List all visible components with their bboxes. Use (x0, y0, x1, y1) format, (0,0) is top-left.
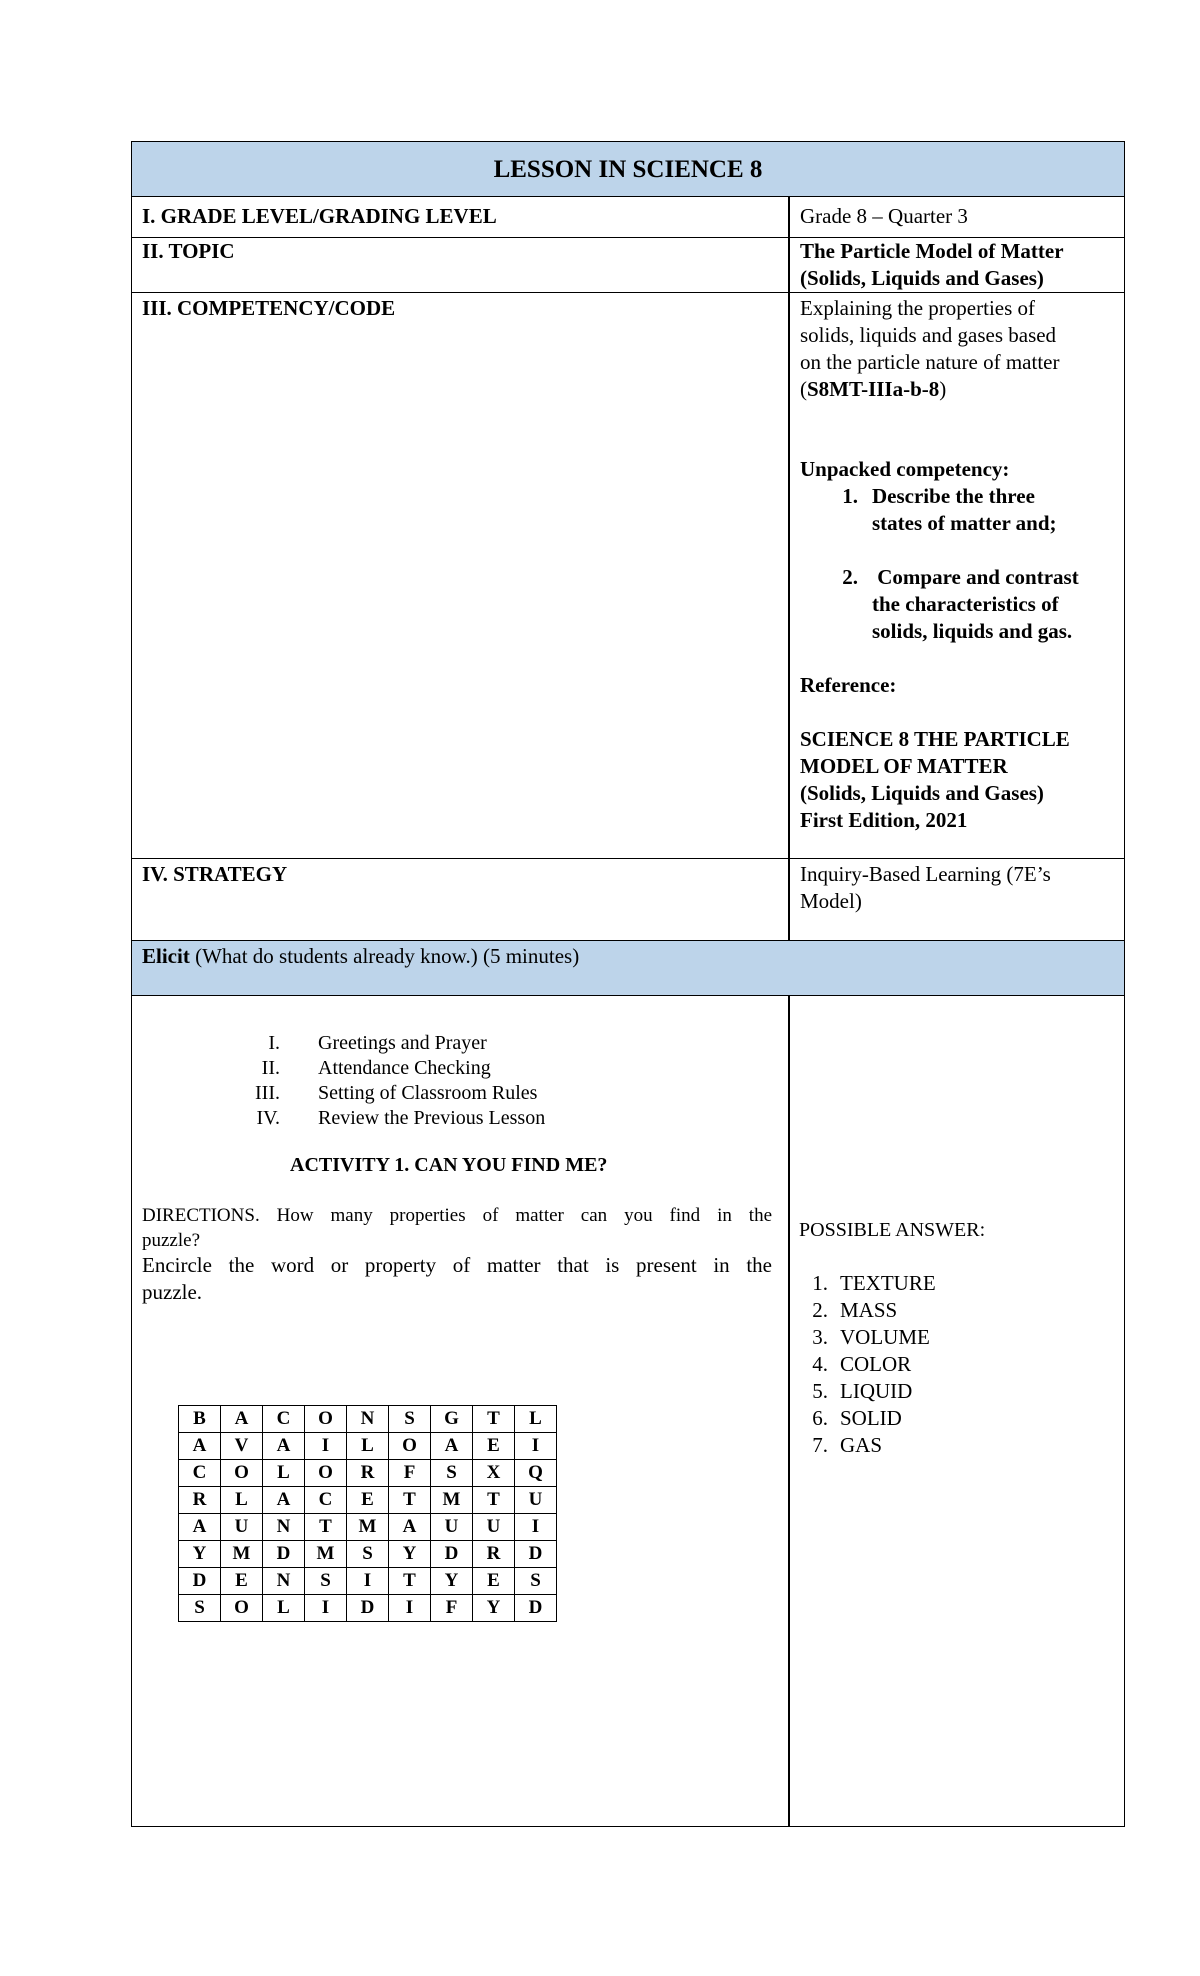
column-divider-bottom (788, 996, 790, 1826)
topic-value-2: (Solids, Liquids and Gases) (800, 266, 1044, 290)
directions-2-line-1: Encircle the word or property of matter that is present in the (142, 1253, 772, 1277)
puzzle-cell: A (431, 1433, 473, 1460)
puzzle-cell: A (389, 1514, 431, 1541)
answer-item (800, 1432, 936, 1459)
lesson-title: LESSON IN SCIENCE 8 (493, 156, 763, 183)
routine-text: Greetings and Prayer (318, 1032, 487, 1054)
strategy-value-2: Model) (800, 889, 862, 913)
unpacked-2-line-2: the characteristics of (872, 592, 1059, 616)
puzzle-cell: A (179, 1514, 221, 1541)
puzzle-cell: A (221, 1406, 263, 1433)
puzzle-cell: R (473, 1541, 515, 1568)
puzzle-cell: E (473, 1433, 515, 1460)
puzzle-cell: C (179, 1460, 221, 1487)
strategy-value-1: Inquiry-Based Learning (7E’s (800, 862, 1051, 886)
puzzle-cell: T (305, 1514, 347, 1541)
puzzle-cell: S (305, 1568, 347, 1595)
puzzle-cell: T (473, 1406, 515, 1433)
answer-num: 6. (812, 1406, 828, 1430)
puzzle-cell: V (221, 1433, 263, 1460)
puzzle-cell: M (431, 1487, 473, 1514)
word-search-puzzle (178, 1405, 557, 1622)
puzzle-row (179, 1460, 557, 1487)
topic-row (132, 238, 1124, 293)
puzzle-cell: R (179, 1487, 221, 1514)
routine-text: Attendance Checking (318, 1057, 491, 1079)
puzzle-cell: I (305, 1433, 347, 1460)
puzzle-cell: L (221, 1487, 263, 1514)
puzzle-cell: B (179, 1406, 221, 1433)
puzzle-row (179, 1514, 557, 1541)
answer-text: LIQUID (840, 1379, 913, 1403)
answer-num: 2. (812, 1298, 828, 1322)
puzzle-cell: F (431, 1595, 473, 1622)
puzzle-cell: N (347, 1406, 389, 1433)
elicit-row (132, 941, 1124, 996)
puzzle-cell: R (347, 1460, 389, 1487)
column-divider-top (788, 197, 790, 941)
puzzle-cell: D (263, 1541, 305, 1568)
puzzle-cell: T (473, 1487, 515, 1514)
puzzle-cell: E (221, 1568, 263, 1595)
puzzle-cell: M (221, 1541, 263, 1568)
puzzle-row (179, 1541, 557, 1568)
puzzle-cell: O (221, 1460, 263, 1487)
grade-row (132, 197, 1124, 238)
reference-line-3: (Solids, Liquids and Gases) (800, 781, 1044, 805)
competency-label: III. COMPETENCY/CODE (142, 296, 396, 320)
competency-line-1: Explaining the properties of (800, 296, 1036, 320)
reference-line-1: SCIENCE 8 THE PARTICLE (800, 727, 1070, 751)
answers-list (800, 1270, 936, 1459)
competency-code: S8MT-IIIa-b-8 (807, 377, 940, 401)
routine-text: Setting of Classroom Rules (318, 1082, 538, 1104)
puzzle-cell: Y (389, 1541, 431, 1568)
answer-num: 3. (812, 1325, 828, 1349)
puzzle-cell: O (389, 1433, 431, 1460)
puzzle-cell: D (515, 1541, 557, 1568)
puzzle-cell: C (305, 1487, 347, 1514)
answer-num: 4. (812, 1352, 828, 1376)
answer-text: VOLUME (840, 1325, 930, 1349)
unpacked-2-line-3: solids, liquids and gas. (872, 619, 1073, 643)
puzzle-cell: A (179, 1433, 221, 1460)
puzzle-cell: U (515, 1487, 557, 1514)
answer-text: COLOR (840, 1352, 912, 1376)
answer-item (800, 1378, 936, 1405)
code-open: ( (800, 377, 807, 401)
puzzle-cell: S (179, 1595, 221, 1622)
unpacked-1-line-2: states of matter and; (872, 511, 1057, 535)
elicit-heading (142, 943, 579, 970)
puzzle-cell: A (263, 1487, 305, 1514)
directions-1-line-1: DIRECTIONS. How many properties of matter can you find in the (142, 1205, 772, 1226)
code-close: ) (939, 377, 947, 401)
puzzle-cell: I (515, 1514, 557, 1541)
activity-title: ACTIVITY 1. CAN YOU FIND ME? (290, 1154, 608, 1176)
puzzle-cell: L (263, 1595, 305, 1622)
answers-title: POSSIBLE ANSWER: (799, 1219, 986, 1241)
answer-text: SOLID (840, 1406, 902, 1430)
puzzle-cell: F (389, 1460, 431, 1487)
answer-item (800, 1324, 936, 1351)
puzzle-cell: I (515, 1433, 557, 1460)
reference-title: Reference: (800, 673, 897, 697)
puzzle-cell: N (263, 1568, 305, 1595)
routine-num: II. (261, 1057, 280, 1079)
puzzle-cell: S (515, 1568, 557, 1595)
competency-line-3: on the particle nature of matter (800, 350, 1060, 374)
puzzle-cell: Q (515, 1460, 557, 1487)
puzzle-cell: Y (431, 1568, 473, 1595)
puzzle-cell: D (515, 1595, 557, 1622)
puzzle-row (179, 1406, 557, 1433)
puzzle-cell: D (431, 1541, 473, 1568)
answer-text: GAS (840, 1433, 883, 1457)
strategy-row (132, 859, 1124, 941)
puzzle-cell: A (263, 1433, 305, 1460)
puzzle-cell: M (305, 1541, 347, 1568)
competency-line-2: solids, liquids and gases based (800, 323, 1057, 347)
unpacked-num-2: 2. (842, 565, 858, 589)
puzzle-cell: L (515, 1406, 557, 1433)
unpacked-2-line-1: Compare and contrast (872, 565, 1079, 589)
puzzle-cell: I (389, 1595, 431, 1622)
puzzle-cell: S (389, 1406, 431, 1433)
puzzle-cell: I (347, 1568, 389, 1595)
routine-num: IV. (256, 1107, 280, 1129)
elicit-bold: Elicit (142, 944, 190, 968)
puzzle-cell: D (179, 1568, 221, 1595)
puzzle-cell: O (221, 1595, 263, 1622)
puzzle-cell: U (431, 1514, 473, 1541)
puzzle-cell: Y (179, 1541, 221, 1568)
directions-1-line-2: puzzle? (142, 1230, 201, 1251)
routine-num: I. (268, 1032, 280, 1054)
answer-num: 1. (812, 1271, 828, 1295)
puzzle-cell: E (473, 1568, 515, 1595)
answer-item (800, 1270, 936, 1297)
answer-item (800, 1351, 936, 1378)
puzzle-cell: G (431, 1406, 473, 1433)
puzzle-cell: E (347, 1487, 389, 1514)
puzzle-cell: U (473, 1514, 515, 1541)
strategy-label: IV. STRATEGY (142, 862, 288, 886)
reference-line-2: MODEL OF MATTER (800, 754, 1008, 778)
elicit-text: (What do students already know.) (5 minutes) (189, 944, 580, 968)
puzzle-cell: U (221, 1514, 263, 1541)
routine-num: III. (255, 1082, 280, 1104)
answer-item (800, 1405, 936, 1432)
puzzle-cell: L (347, 1433, 389, 1460)
puzzle-cell: N (263, 1514, 305, 1541)
directions-2 (142, 1252, 772, 1306)
puzzle-cell: I (305, 1595, 347, 1622)
competency-row (132, 293, 1124, 859)
directions-1 (142, 1203, 772, 1253)
puzzle-cell: L (263, 1460, 305, 1487)
puzzle-cell: O (305, 1460, 347, 1487)
grade-label: I. GRADE LEVEL/GRADING LEVEL (142, 204, 497, 228)
puzzle-row (179, 1568, 557, 1595)
topic-value-1: The Particle Model of Matter (800, 239, 1064, 263)
puzzle-cell: S (431, 1460, 473, 1487)
puzzle-cell: X (473, 1460, 515, 1487)
puzzle-row (179, 1595, 557, 1622)
unpacked-num-1: 1. (842, 484, 858, 508)
answer-num: 5. (812, 1379, 828, 1403)
puzzle-row (179, 1433, 557, 1460)
competency-code-line (800, 376, 946, 403)
routine-text: Review the Previous Lesson (318, 1107, 546, 1129)
puzzle-cell: M (347, 1514, 389, 1541)
answer-num: 7. (812, 1433, 828, 1457)
title-row (132, 142, 1124, 197)
puzzle-cell: C (263, 1406, 305, 1433)
puzzle-cell: D (347, 1595, 389, 1622)
puzzle-cell: O (305, 1406, 347, 1433)
answer-text: TEXTURE (840, 1271, 936, 1295)
puzzle-row (179, 1487, 557, 1514)
puzzle-cell: S (347, 1541, 389, 1568)
answer-item (800, 1297, 936, 1324)
directions-2-line-2: puzzle. (142, 1280, 203, 1304)
puzzle-cell: Y (473, 1595, 515, 1622)
answer-text: MASS (840, 1298, 898, 1322)
unpacked-title: Unpacked competency: (800, 457, 1010, 481)
topic-label: II. TOPIC (142, 239, 235, 263)
reference-line-4: First Edition, 2021 (800, 808, 968, 832)
puzzle-cell: T (389, 1487, 431, 1514)
puzzle-cell: T (389, 1568, 431, 1595)
grade-value: Grade 8 – Quarter 3 (800, 204, 968, 228)
unpacked-1-line-1: Describe the three (872, 484, 1035, 508)
